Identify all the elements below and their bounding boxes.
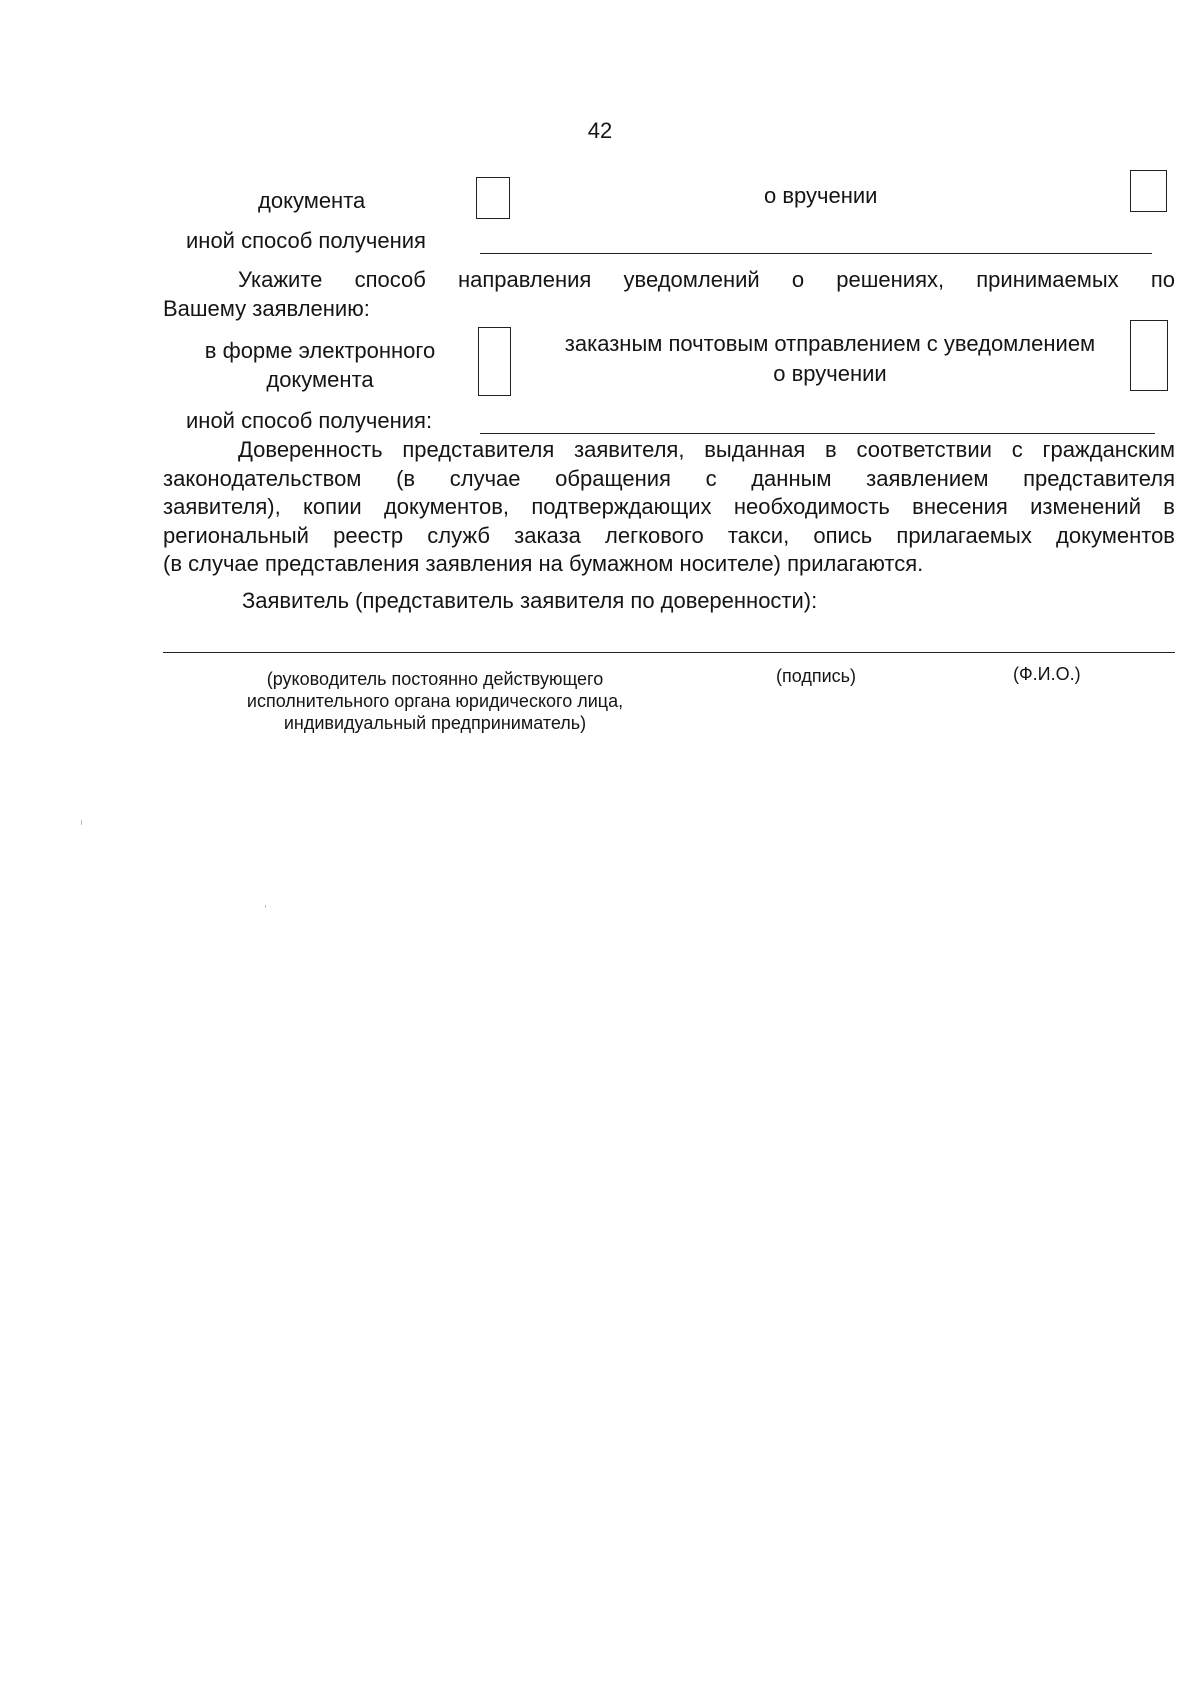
- notify-mail-label-line2: о вручении: [773, 361, 887, 386]
- role-caption-line1: (руководитель постоянно действующего: [266, 669, 604, 689]
- notify-mail-checkbox[interactable]: [1130, 320, 1168, 391]
- notify-electronic-checkbox[interactable]: [478, 327, 511, 396]
- attachments-line: заявителя), копии документов, подтверждающих необходимость внесения изменений в: [163, 494, 1175, 519]
- other-method-input-line[interactable]: [480, 253, 1152, 254]
- role-caption-line2: исполнительного органа юридического лица,: [246, 691, 624, 711]
- applicant-label: Заявитель (представитель заявителя по доверенности):: [242, 588, 818, 613]
- option-electronic-document-label: документа: [258, 188, 366, 213]
- notify-electronic-label-line2: документа: [266, 367, 374, 392]
- attachments-line: законодательством (в случае обращения с данным заявлением представителя: [163, 465, 1175, 491]
- attachments-paragraph: [163, 436, 1175, 579]
- notification-question-line: Вашему заявлению:: [163, 295, 370, 321]
- option-electronic-document-checkbox[interactable]: [476, 177, 510, 219]
- attachments-line: Доверенность представителя заявителя, выданная в соответствии с гражданским: [238, 437, 1175, 462]
- option-registered-mail-label: о вручении: [764, 183, 878, 208]
- attachments-line: (в случае представления заявления на бумажном носителе) прилагаются.: [163, 551, 924, 576]
- scan-speck: [265, 905, 266, 908]
- other-method-label: иной способ получения: [186, 228, 426, 253]
- notification-question: [163, 266, 1175, 323]
- signature-caption: (подпись): [776, 666, 857, 686]
- notify-electronic-label-line1: в форме электронного: [204, 338, 436, 363]
- signature-line[interactable]: [163, 652, 1175, 653]
- full-name-caption: (Ф.И.О.): [1013, 664, 1081, 684]
- role-caption-line3: индивидуальный предприниматель): [283, 713, 587, 733]
- attachments-line: региональный реестр служб заказа легкового такси, опись прилагаемых документов: [163, 522, 1175, 548]
- notify-other-method-input-line[interactable]: [480, 433, 1155, 434]
- page-number: 42: [587, 118, 613, 143]
- option-registered-mail-checkbox[interactable]: [1130, 170, 1167, 212]
- scan-speck: [81, 820, 82, 825]
- notification-question-line: Укажите способ направления уведомлений о решениях, принимаемых по: [238, 267, 1175, 292]
- notify-other-method-label: иной способ получения:: [186, 408, 433, 433]
- notify-mail-label-line1: заказным почтовым отправлением с уведомлением: [564, 331, 1096, 356]
